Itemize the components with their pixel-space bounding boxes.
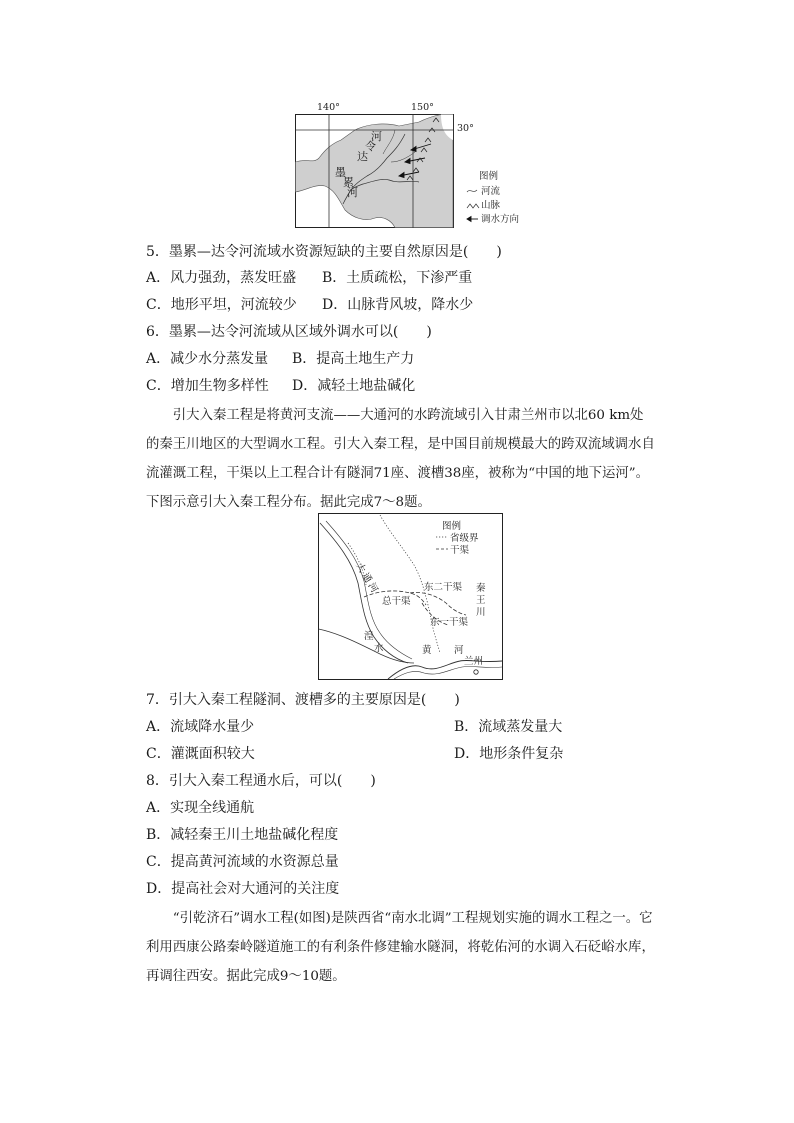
darling-char-3: 河 [371,130,382,143]
label-lanzhou: 兰州 [464,656,484,667]
legend-river-symbol [467,190,477,192]
label-qin: 秦 [476,583,486,594]
q7-option-d: D．地形条件复杂 [454,746,564,762]
figure-murray-darling-map [295,100,485,230]
q5-option-a: A．风力强劲，蒸发旺盛 [146,270,297,286]
legend2-title: 图例 [442,521,462,532]
legend1-item-transfer: 调水方向 [481,214,520,225]
darling-char-1: 达 [357,150,368,163]
legend-arrow-symbol [467,217,478,222]
legend2-item-border: 省级界 [450,533,479,544]
darling-char-2: 令 [365,140,376,153]
label-dong2: 东二干渠 [424,582,463,593]
q5-option-b: B．土质疏松，下渗严重 [322,270,473,286]
passage-yindaruqin: 引大入秦工程是将黄河支流——大通河的水跨流域引入甘肃兰州市以北60 km处的秦王川地区的大型调水工程。引大入秦工程，是中国目前规模最大的跨双流域调水自流灌溉工程，干渠以上工程合计有隧洞71座、渡槽38座，被称为“中国的地下运河”。下图示意引大入秦工程分布。据此完成7～8题。 [146,408,655,510]
q7-option-c: C．灌溉面积较大 [146,746,255,762]
legend1-title: 图例 [479,171,499,182]
q7-option-a: A．流域降水量少 [146,719,255,735]
lat-label-30: 30° [457,123,474,134]
label-zongganqu: 总干渠 [382,596,411,607]
murray-char-1: 墨 [335,166,346,179]
q8-option-c: C．提高黄河流域的水资源总量 [146,854,339,870]
q6-option-d: D．减轻土地盐碱化 [292,378,416,394]
label-huanghe-2: 河 [454,645,464,656]
label-huang-shui-2: 水 [374,643,384,654]
legend-mountain-symbol [467,204,479,208]
q8-stem: 8．引大入秦工程通水后，可以( ) [146,773,376,789]
q8-option-b: B．减轻秦王川土地盐碱化程度 [146,827,339,843]
q7-option-b: B．流域蒸发量大 [454,719,563,735]
q6-option-c: C．增加生物多样性 [146,378,269,394]
datong-char-1: 大 [353,561,368,575]
murray-char-2: 累 [343,176,354,189]
legend1-item-mountain: 山脉 [481,200,501,211]
legend1-item-river: 河流 [481,186,501,197]
q6-stem: 6．墨累—达令河流域从区域外调水可以( ) [146,324,432,340]
datong-char-3: 河 [365,581,380,595]
q6-option-b: B．提高土地生产力 [292,351,415,367]
q6-option-a: A．减少水分蒸发量 [146,351,269,367]
q7-stem: 7．引大入秦工程隧洞、渡槽多的主要原因是( ) [146,692,460,708]
figure1-legend [465,170,535,230]
label-wang: 王 [476,595,486,606]
q8-option-a: A．实现全线通航 [146,800,255,816]
label-chuan: 川 [476,607,486,618]
label-huang-shui-1: 湟 [364,631,374,642]
murray-char-3: 河 [347,186,358,199]
legend2-item-canal: 干渠 [450,545,470,556]
q8-option-d: D．提高社会对大通河的关注度 [146,881,340,897]
q5-option-c: C．地形平坦，河流较少 [146,297,297,313]
label-dong1: 东一干渠 [430,617,469,628]
q5-stem: 5．墨累—达令河流域水资源短缺的主要自然原因是( ) [146,244,502,260]
passage-yinqianjishi: “引乾济石”调水工程(如图)是陕西省“南水北调”工程规划实施的调水工程之一。它利用西康公路秦岭隧道施工的有利条件修建输水隧洞，将乾佑河的水调入石砭峪水库，再调往西安。据此完成9～10题。 [146,911,655,984]
lanzhou-dot [474,670,478,674]
datong-char-2: 通 [359,571,374,585]
lon-label-140: 140° [317,102,340,113]
figure-yindaruqin-map [318,513,504,681]
lon-label-150: 150° [411,102,434,113]
q5-option-d: D．山脉背风坡，降水少 [322,297,474,313]
label-huanghe-1: 黄 [422,645,432,656]
